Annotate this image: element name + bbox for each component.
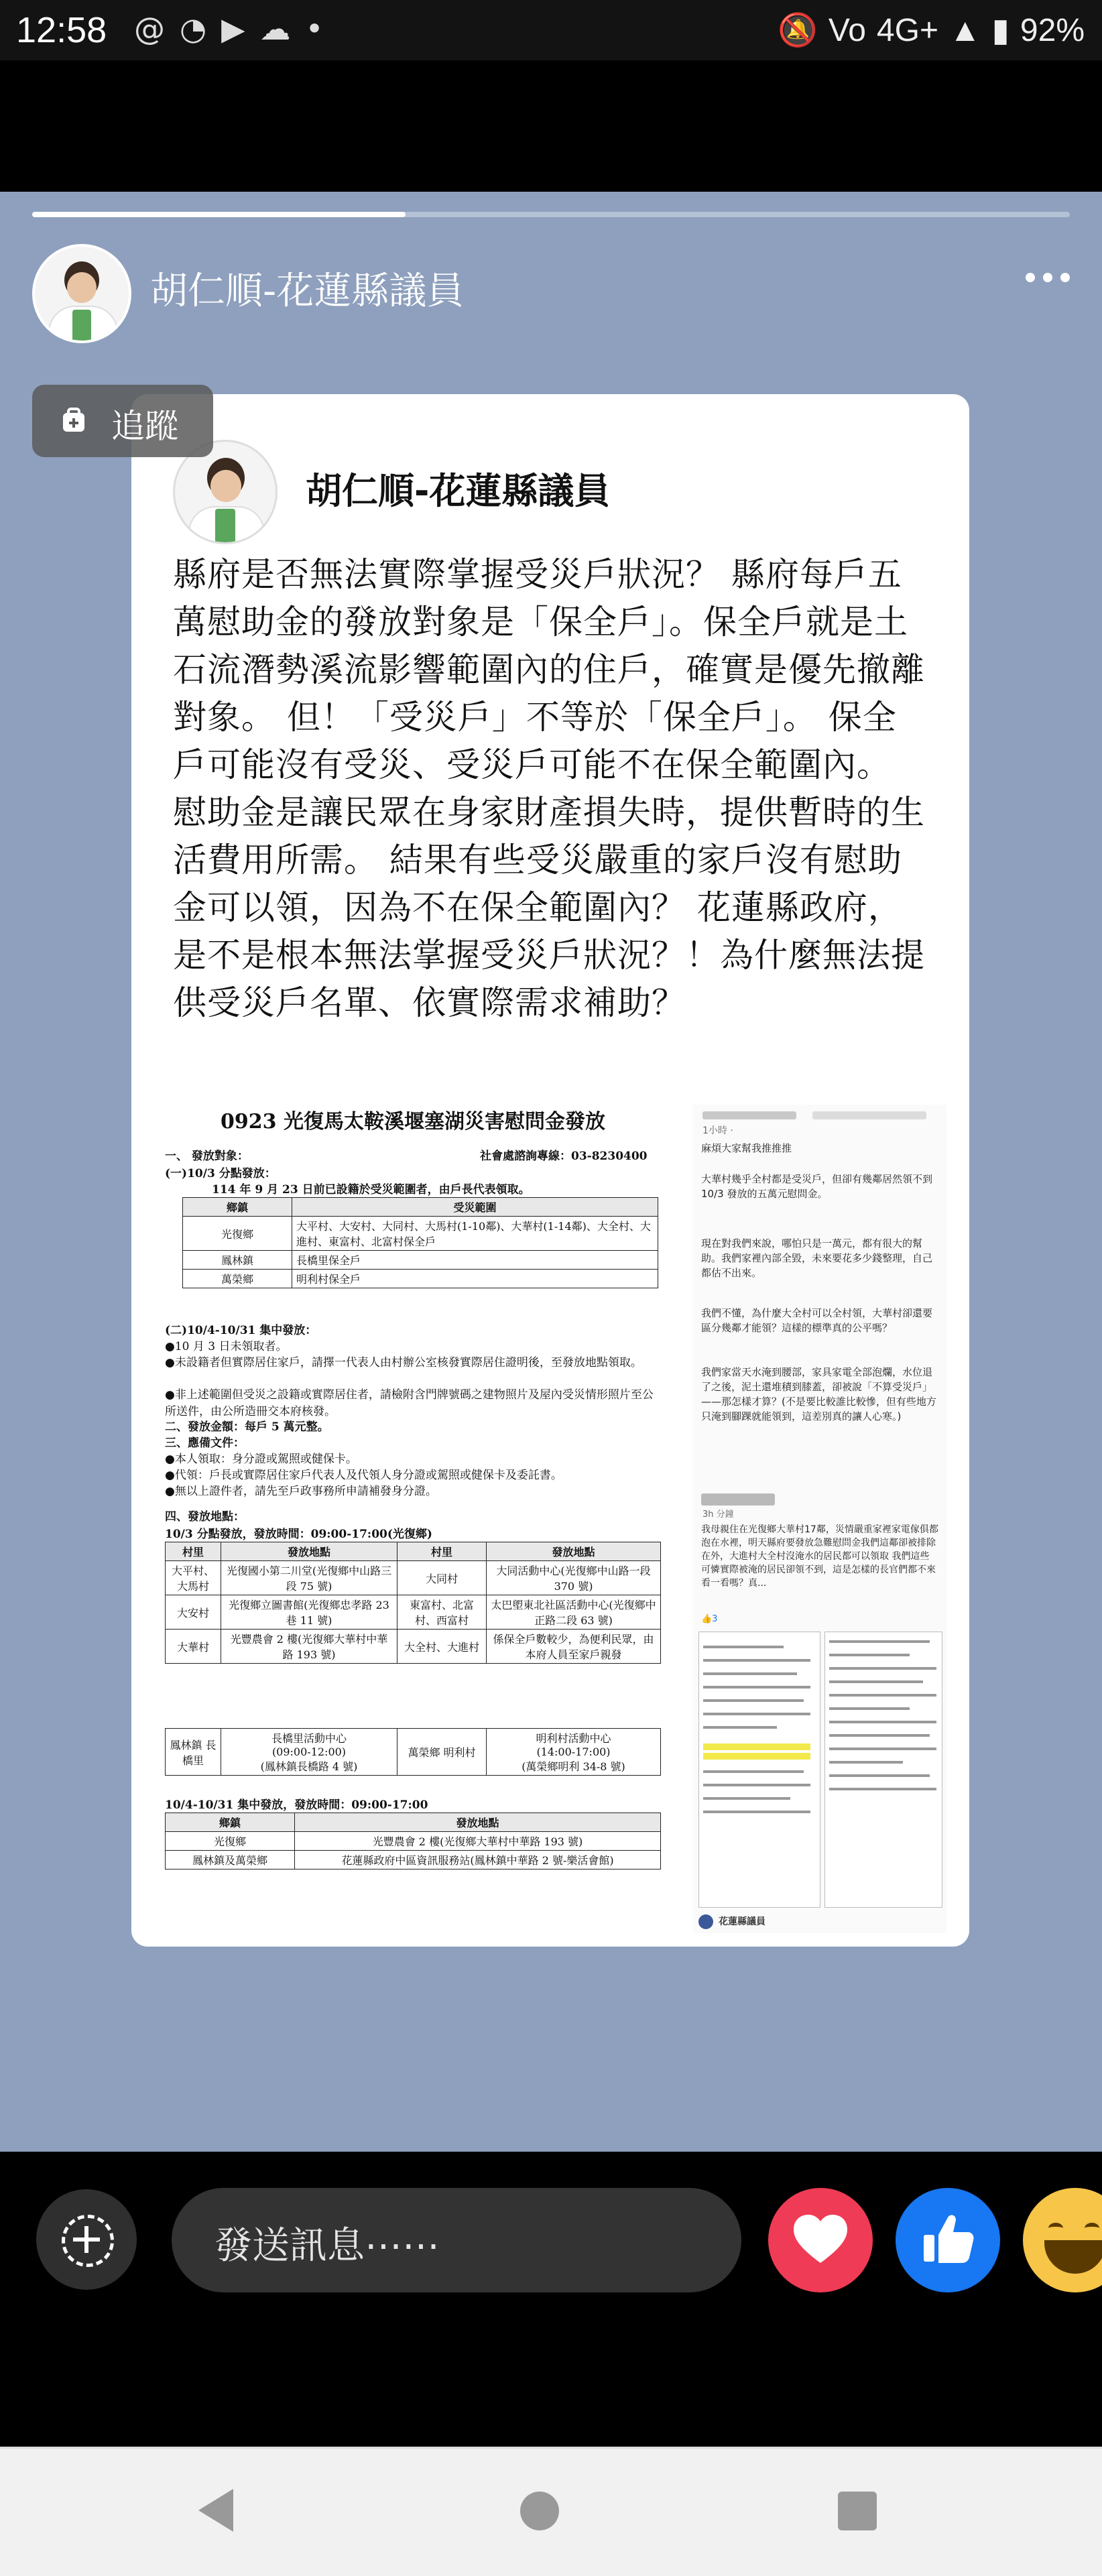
loc-header: 村里 (166, 1542, 221, 1561)
shot-paragraph: 我母親住在光復鄉大華村17鄰，災情嚴重家裡家電傢俱都泡在水裡，明天縣府要發放急難慰問金我們這鄰卻被排除在外，大進村大全村沒淹水的居民都可以領取 我們這些可憐實際被淹的居民卻領不到，這是怎樣的長官們都不來看一看嗎？真... (701, 1524, 938, 1589)
table-cell: 花蓮縣政府中區資訊服務站(鳳林鎮中華路 2 號-樂活會館) (295, 1851, 661, 1869)
coverage-header: 鄉鎮 (183, 1198, 292, 1217)
doc-sec3: 三、應備文件： (165, 1436, 245, 1450)
follow-button[interactable] (32, 385, 213, 457)
table-cell: 光豐農會 2 樓(光復鄉大華村中華路 193 號) (221, 1630, 397, 1664)
table-row (183, 1270, 658, 1288)
heart-icon (794, 2215, 847, 2266)
table-row (166, 1630, 661, 1664)
table-cell: 係保全戶數較少，為便利民眾，由本府人員至家戶親發 (487, 1630, 661, 1664)
recent-apps-icon[interactable] (838, 2492, 877, 2530)
loc-header: 村里 (397, 1542, 487, 1561)
status-time: 12:58 (16, 10, 107, 50)
embedded-screenshot (693, 1105, 946, 1933)
table-row (183, 1251, 658, 1270)
back-icon[interactable] (198, 2489, 233, 2532)
table-cell: 鳳林鎮及萬榮鄉 (166, 1851, 295, 1869)
central-header: 鄉鎮 (166, 1813, 295, 1832)
weather-icon: ☁ (259, 11, 306, 47)
table-cell: 光復鄉 (183, 1217, 292, 1251)
central-header: 發放地點 (295, 1813, 661, 1832)
home-icon[interactable] (520, 2492, 559, 2530)
thumbs-up-icon (921, 2212, 975, 2266)
status-bar (0, 0, 1102, 60)
doc-item: ●無以上證件者，請先至戶政事務所申請補發身分證。 (165, 1485, 437, 1498)
story-progress-fill (32, 212, 406, 217)
table-cell: 鳳林鎮 (183, 1251, 292, 1270)
mute-icon: 🔕 (778, 13, 818, 48)
coverage-header: 受災範圍 (292, 1198, 658, 1217)
haha-reaction-button[interactable] (1023, 2188, 1102, 2292)
post-author-name: 胡仁順-花蓮縣議員 (306, 470, 611, 512)
doc-sub1: (一)10/3 分點發放： (165, 1167, 276, 1180)
table-row (166, 1561, 661, 1595)
add-media-button[interactable] (36, 2189, 137, 2290)
more-dot-icon (1060, 273, 1070, 282)
android-nav-bar (0, 2447, 1102, 2576)
table-cell: 鳳林鎮 長橋里 (166, 1729, 221, 1776)
table-cell: (09:00-12:00) (271, 1745, 347, 1758)
doc-sub2: (二)10/4-10/31 集中發放： (165, 1324, 317, 1337)
shot-time: 1小時 · (702, 1125, 733, 1136)
doc-bullet: ●未設籍者但實際居住家戶，請擇一代表人由村辦公室核發實際居住證明後，至發放地點領取。 (165, 1356, 642, 1369)
doc-bullet: ●10 月 3 日未領取者。 (165, 1340, 288, 1353)
table-row (166, 1729, 661, 1776)
table-cell: (萬榮鄉明利 34-8 號) (522, 1760, 625, 1773)
table-cell: 光豐農會 2 樓(光復鄉大華村中華路 193 號) (295, 1832, 661, 1851)
more-dot-icon (1026, 273, 1035, 282)
shot-header (698, 1107, 940, 1134)
doc-title: 0923 光復馬太鞍溪堰塞湖災害慰問金發放 (221, 1110, 605, 1133)
doc-t2-caption: 10/3 分點發放，發放時間：09:00-17:00(光復鄉) (165, 1528, 432, 1541)
more-dot-icon (1043, 273, 1052, 282)
shot-paragraph: 現在對我們來說，哪怕只是一萬元，都有很大的幫助。我們家裡內部全毀，未來要花多少錢整理，自己都估不出來。 (701, 1237, 933, 1279)
table-cell: 光復國小第二川堂(光復鄉中山路三段 75 號) (221, 1561, 397, 1595)
message-placeholder: 發送訊息⋯⋯ (215, 2224, 440, 2268)
locations-table (165, 1542, 661, 1664)
network-label: 4G+ (876, 13, 938, 48)
page-avatar-icon (698, 1914, 713, 1929)
shot-username-blurred (701, 1493, 775, 1506)
signal-icon: ▲ (948, 13, 981, 48)
love-reaction-button[interactable] (768, 2188, 873, 2292)
table-cell: 光復鄉 (166, 1832, 295, 1851)
post-text: 縣府是否無法實際掌握受災戶狀況？ 縣府每戶五萬慰助金的發放對象是「保全戶」。保全戶就是土石流潛勢溪流影響範圍內的住戶，確實是優先撤離對象。 但！「受災戶」不等於「保全戶」。 保全戶可能沒有受災、受災戶可能不在保全範圍內。 慰助金是讓民眾在身家財產損失時，提供暫時的生活費用所需。 結果有些受災嚴重的家戶沒有慰助金可以領，因為不在保全範圍內？ 花蓮縣政府，是不是根本無法掌握受災戶狀況？！為什麼無法提供受災戶名單、依實際需求補助？ (173, 555, 925, 1022)
status-left-icons (134, 11, 339, 47)
table-cell: (14:00-17:00) (536, 1745, 611, 1758)
story-author-avatar[interactable] (32, 244, 131, 343)
story-progress-track (32, 212, 1070, 217)
table-cell: 長橋里保全戶 (292, 1251, 658, 1270)
table-cell: 大同活動中心(光復鄉中山路一段 370 號) (487, 1561, 661, 1595)
thumbnail-image (698, 1632, 820, 1908)
doc-sec1: 一、 發放對象： (165, 1150, 249, 1163)
more-options-button[interactable] (1022, 272, 1075, 286)
table-cell: 太巴塱東北社區活動中心(光復鄉中正路二段 63 號) (487, 1595, 661, 1630)
haha-eye-icon (1085, 2223, 1099, 2233)
table-cell: 明利村保全戶 (292, 1270, 658, 1288)
table-row (183, 1217, 658, 1251)
doc-sub1-desc: 114 年 9 月 23 日前已設籍於受災範圍者，由戶長代表領取。 (212, 1183, 530, 1197)
story-author-name[interactable]: 胡仁順-花蓮縣議員 (150, 269, 465, 313)
follow-label: 追蹤 (111, 407, 178, 446)
shot-paragraph: 我們家當天水淹到腰部，家具家電全部泡爛，水位退了之後，泥土還堆積到膝蓋，卻被說「不算受災戶」——那怎樣才算？(不是要比較誰比較慘，但有些地方只淹到腳踝就能領到，這差別真的讓人心寒。) (701, 1366, 936, 1422)
table-row (166, 1851, 661, 1869)
doc-hotline: 社會處諮詢專線：03-8230400 (480, 1150, 648, 1163)
table-cell: 萬榮鄉 明利村 (397, 1729, 487, 1776)
coverage-table (182, 1197, 658, 1288)
shot-likes: 👍3 (701, 1614, 718, 1624)
messenger-icon: ◔ (180, 11, 222, 47)
like-reaction-button[interactable] (896, 2188, 1000, 2292)
doc-sec4: 四、發放地點： (165, 1510, 245, 1524)
table-cell: 明利村活動中心 (536, 1732, 611, 1745)
doc-bullet: ●非上述範圍但受災之設籍或實際居住者，請檢附含門牌號碼之建物照片及屋內受災情形照片至公所送件，由公所造冊交本府核發。 (165, 1388, 654, 1418)
shot-footer-label: 花蓮縣議員 (719, 1916, 766, 1927)
volte-icon: Vo (828, 13, 866, 48)
reply-bar (0, 2152, 1102, 2447)
battery-label: 92% (1020, 13, 1085, 48)
table-cell: 大平村、大安村、大同村、大馬村(1-10鄰)、大華村(1-14鄰)、大全村、大進村、東富村、北富村保全戶 (292, 1217, 658, 1251)
table-cell: 大平村、大馬村 (166, 1561, 221, 1595)
table-cell: 長橋里活動中心 (271, 1732, 347, 1745)
haha-eye-icon (1048, 2223, 1063, 2233)
table-cell: (鳳林鎮長橋路 4 號) (260, 1760, 358, 1773)
loc-header: 發放地點 (487, 1542, 661, 1561)
announcement-document (158, 1105, 681, 1929)
story-viewer[interactable] (0, 192, 1102, 2152)
dot-icon: • (305, 11, 339, 47)
loc-header: 發放地點 (221, 1542, 397, 1561)
table-cell: 大華村 (166, 1630, 221, 1664)
doc-item: ●代領：戶長或實際居住家戶代表人及代領人身分證或駕照或健保卡及委託書。 (165, 1469, 562, 1482)
shot-time: 3h 分鐘 (702, 1510, 734, 1520)
table-cell: 萬榮鄉 (183, 1270, 292, 1288)
table-row (166, 1595, 661, 1630)
doc-item: ●本人領取：身分證或駕照或健保卡。 (165, 1453, 357, 1466)
play-icon: ▶ (221, 11, 260, 47)
shot-paragraph: 麻煩大家幫我推推推 (701, 1142, 792, 1154)
table-cell: 光復鄉立圖書館(光復鄉忠孝路 23 巷 11 號) (221, 1595, 397, 1630)
shot-paragraph: 大華村幾乎全村都是受災戶，但卻有幾鄰居然領不到 10/3 發放的五萬元慰問金。 (701, 1173, 933, 1200)
doc-t4-caption: 10/4-10/31 集中發放，發放時間：09:00-17:00 (165, 1798, 428, 1812)
battery-icon: ▮ (991, 13, 1009, 48)
message-input[interactable] (172, 2188, 741, 2292)
table-cell: 大安村 (166, 1595, 221, 1630)
follow-icon (60, 408, 87, 434)
doc-sec2: 二、發放金額：每戶 5 萬元整。 (165, 1420, 329, 1434)
table-row (166, 1832, 661, 1851)
central-table (165, 1813, 661, 1869)
table-cell: 大全村、大進村 (397, 1630, 487, 1664)
table-cell: 大同村 (397, 1561, 487, 1595)
locations-table-2 (165, 1728, 661, 1776)
table-cell: 東富村、北富村、西富村 (397, 1595, 487, 1630)
haha-mouth-icon (1044, 2240, 1102, 2274)
shared-post-card (131, 394, 969, 1947)
shot-paragraph: 我們不懂，為什麼大全村可以全村領，大華村卻還要區分幾鄰才能領？這樣的標準真的公平嗎？ (701, 1307, 933, 1334)
status-right (767, 11, 1085, 49)
threads-icon: @ (134, 11, 180, 47)
shot-footer (698, 1914, 766, 1929)
thumbnail-image (824, 1632, 942, 1908)
